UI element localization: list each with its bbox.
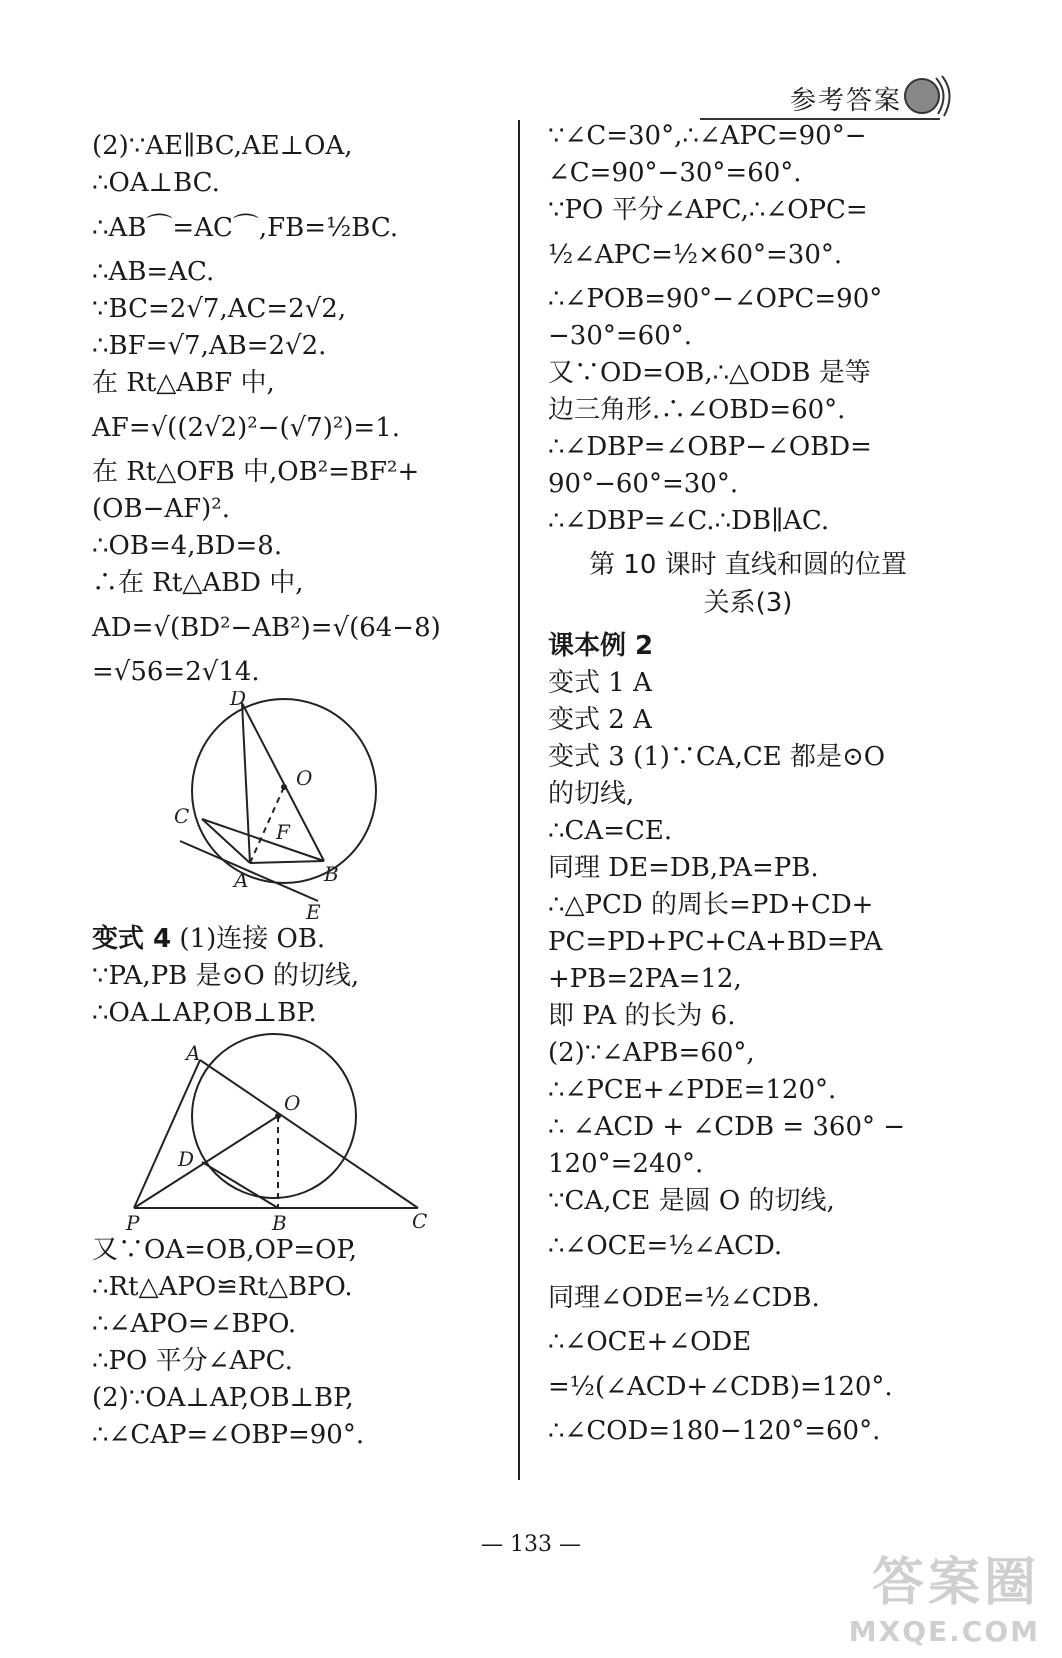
left-column	[92, 128, 512, 1454]
label-b: B	[324, 862, 339, 886]
text-line: 变式 1 A	[548, 668, 652, 698]
text-line: 120°=240°.	[548, 1149, 704, 1179]
text-line: 又∵OD=OB,∴△ODB 是等	[548, 358, 871, 388]
text-line: 90°−60°=30°.	[548, 469, 739, 499]
text-line: 的切线,	[548, 779, 635, 809]
label-a: A	[234, 868, 249, 892]
watermark-url: MXQE.COM	[848, 1615, 1040, 1648]
text-line: AF=√((2√2)²−(√7)²)=1.	[92, 413, 401, 443]
segment-da	[242, 703, 250, 863]
text-line: (2)∵AE∥BC,AE⊥OA,	[92, 131, 353, 161]
text-line: =½(∠ACD+∠CDB)=120°.	[548, 1372, 893, 1402]
label-d: D	[178, 1147, 195, 1171]
text-line: ∴BF=√7,AB=2√2.	[92, 331, 327, 361]
text-line: 边三角形.∴∠OBD=60°.	[548, 395, 846, 425]
text-line: ∴Rt△APO≌Rt△BPO.	[92, 1272, 353, 1302]
text-line: ∴∠APO=∠BPO.	[92, 1309, 297, 1339]
label-a: A	[186, 1041, 201, 1065]
section-title-continued: 关系(3)	[703, 588, 793, 618]
label-f: F	[276, 820, 290, 844]
label-d: D	[230, 691, 247, 710]
text-line: ∴OB=4,BD=8.	[92, 531, 283, 561]
text-line: ∴∠COD=180−120°=60°.	[548, 1416, 881, 1446]
text-line: ∴∠POB=90°−∠OPC=90°	[548, 284, 883, 314]
text-line	[92, 921, 512, 958]
text-line: ∴△PCD 的周长=PD+CD+	[548, 890, 874, 920]
page-header-title: 参考答案	[789, 86, 902, 116]
textbook-example-label: 课本例 2	[548, 631, 654, 661]
watermark-title: 答案圈	[871, 1553, 1040, 1613]
text-line: (2)∵∠APB=60°,	[548, 1038, 755, 1068]
text-line: ∴OA⊥AP,OB⊥BP.	[92, 998, 317, 1028]
text-line: ∴∠DBP=∠C.∴DB∥AC.	[548, 506, 830, 536]
text-line: ∴∠DBP=∠OBP−∠OBD=	[548, 432, 872, 462]
text-line: −30°=60°.	[548, 321, 693, 351]
text-line: 又∵OA=OB,OP=OP,	[92, 1235, 357, 1265]
variant-4-content: (1)连接 OB.	[171, 924, 326, 954]
text-line: ∴∠OCE=½∠ACD.	[548, 1231, 783, 1261]
text-line: ∴AB=AC.	[92, 257, 215, 287]
text-line: ∵CA,CE 是圆 O 的切线,	[548, 1186, 835, 1216]
column-divider	[518, 120, 520, 1480]
header-decoration-icon	[902, 72, 954, 118]
text-line: ∴∠CAP=∠OBP=90°.	[92, 1420, 365, 1450]
text-line: ∴AB⌒=AC⌒,FB=½BC.	[92, 213, 399, 243]
text-line: 同理 DE=DB,PA=PB.	[548, 853, 819, 883]
label-e: E	[306, 900, 321, 921]
center-point-o	[281, 784, 287, 790]
site-watermark	[849, 1540, 1040, 1648]
text-line: AD=√(BD²−AB²)=√(64−8)	[92, 613, 441, 643]
segment-ca	[202, 819, 250, 863]
text-line: ∴ ∠ACD + ∠CDB = 360° −	[548, 1112, 906, 1142]
text-line: 即 PA 的长为 6.	[548, 1001, 736, 1031]
text-line: +PB=2PA=12,	[548, 964, 742, 994]
text-line: ½∠APC=½×60°=30°.	[548, 240, 843, 270]
text-line: PC=PD+PC+CA+BD=PA	[548, 927, 883, 957]
text-line: ∵BC=2√7,AC=2√2,	[92, 294, 347, 324]
page-number: — 133 —	[481, 1532, 581, 1557]
geometry-figure-circle-tangent	[92, 691, 452, 921]
section-title: 第 10 课时 直线和圆的位置	[589, 550, 907, 580]
text-line: =√56=2√14.	[92, 657, 260, 687]
text-line: ∴PO 平分∠APC.	[92, 1346, 293, 1376]
text-line: (2)∵OA⊥AP,OB⊥BP,	[92, 1383, 354, 1413]
label-c: C	[412, 1209, 428, 1232]
text-line: ∴∠OCE+∠ODE	[548, 1327, 752, 1357]
text-line: ∵PA,PB 是⊙O 的切线,	[92, 961, 360, 991]
text-line: ∴CA=CE.	[548, 816, 673, 846]
variant-label: 变式 4	[92, 924, 172, 954]
text-line: 变式 2 A	[548, 705, 652, 735]
segment-ab	[250, 861, 324, 863]
text-line: 在 Rt△ABF 中,	[92, 368, 275, 398]
geometry-figure-tangents-from-point	[92, 1032, 452, 1232]
circle-o	[192, 1034, 356, 1198]
text-line: 在 Rt△OFB 中,OB²=BF²+	[92, 457, 420, 487]
text-line: ∠C=90°−30°=60°.	[548, 158, 802, 188]
right-column	[548, 118, 948, 1450]
text-line: ∵∠C=30°,∴∠APC=90°−	[548, 121, 867, 151]
label-c: C	[174, 804, 190, 828]
label-o: O	[296, 766, 313, 790]
text-line: 变式 3 (1)∵CA,CE 都是⊙O	[548, 742, 886, 772]
label-o: O	[284, 1091, 301, 1115]
label-b: B	[272, 1211, 287, 1232]
label-p: P	[126, 1211, 140, 1232]
center-point-o	[275, 1113, 281, 1119]
text-line: (OB−AF)².	[92, 494, 230, 524]
text-line: ∴∠PCE+∠PDE=120°.	[548, 1075, 837, 1105]
text-line: ∵PO 平分∠APC,∴∠OPC=	[548, 195, 868, 225]
text-line: 同理∠ODE=½∠CDB.	[548, 1283, 820, 1313]
text-line: ∴OA⊥BC.	[92, 168, 220, 198]
circle-o	[192, 699, 376, 883]
text-line: ∴在 Rt△ABD 中,	[92, 568, 304, 598]
segment-db	[202, 1162, 278, 1208]
